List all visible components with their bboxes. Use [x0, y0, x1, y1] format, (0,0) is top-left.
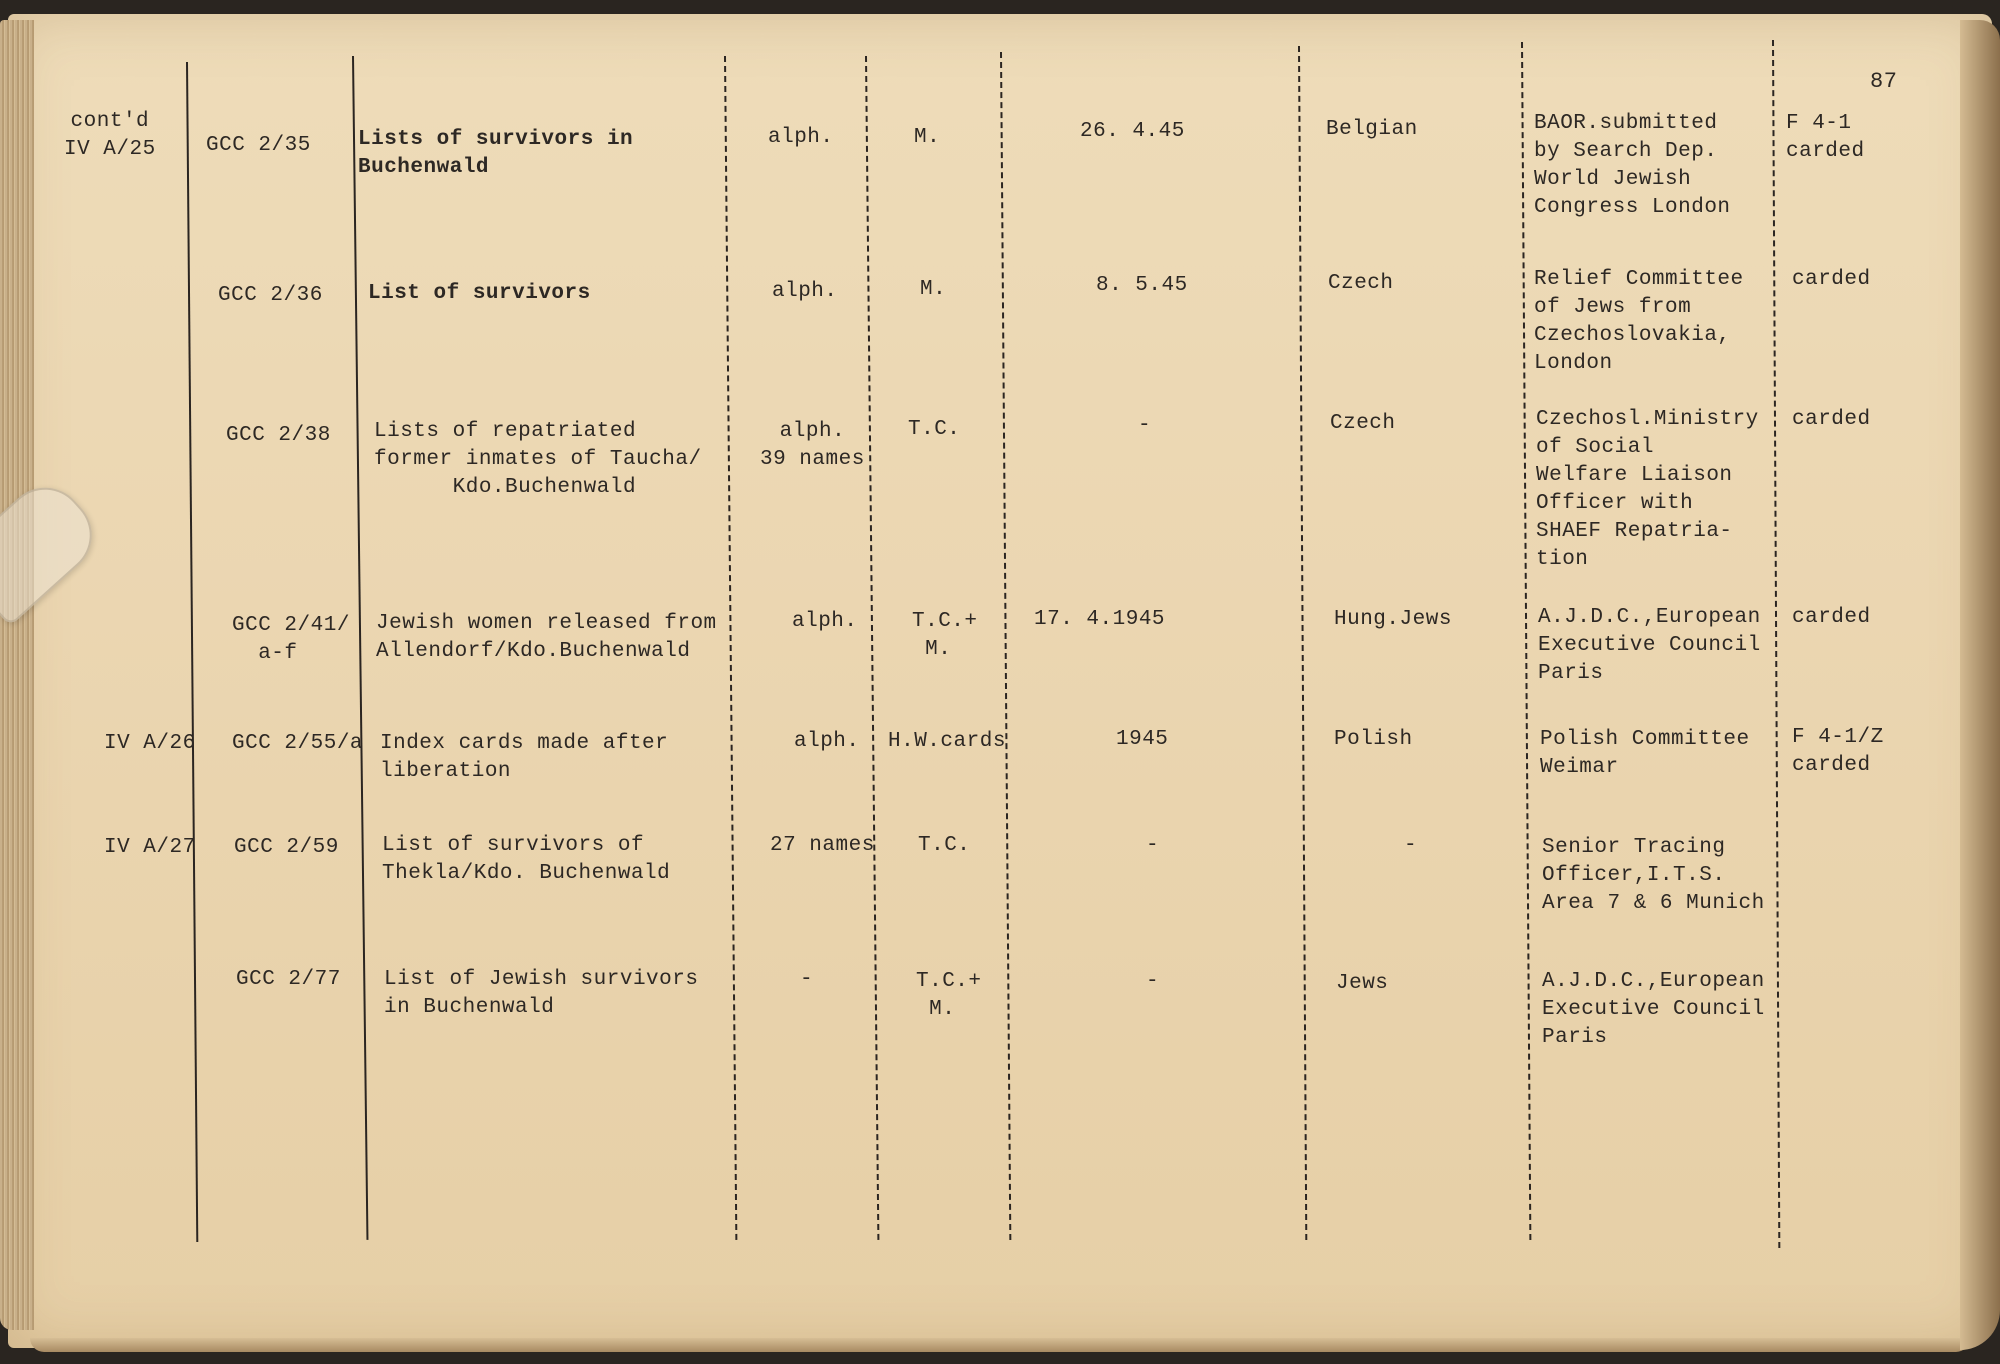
page-edges	[0, 20, 34, 1330]
row-5-code: GCC 2/55/a	[232, 732, 364, 755]
row-1-date: 26. 4.45	[1080, 120, 1185, 143]
row-3-description: Lists of repatriated former inmates of Taucha/ Kdo.Buchenwald	[374, 420, 702, 499]
row-2-description: List of survivors	[368, 282, 591, 305]
row-3-status: carded	[1792, 408, 1871, 431]
row-6-arrangement: 27 names	[770, 834, 875, 857]
row-1-source: BAOR.submitted by Search Dep. World Jewish Congress London	[1534, 112, 1731, 219]
row-6-ref: IV A/27	[104, 836, 196, 859]
row-7-description: List of Jewish survivors in Buchenwald	[384, 968, 699, 1019]
page-right-curl	[1960, 20, 2000, 1350]
row-5-status: F 4-1/Z carded	[1792, 726, 1884, 777]
page-bottom-edge	[30, 1338, 1970, 1352]
row-6-source: Senior Tracing Officer,I.T.S. Area 7 & 6 Munich	[1542, 836, 1765, 915]
row-2-status: carded	[1792, 268, 1871, 291]
row-7-format: T.C.+ M.	[916, 970, 982, 1021]
row-6-format: T.C.	[918, 834, 971, 857]
row-2-source: Relief Committee of Jews from Czechoslovakia, London	[1534, 268, 1744, 375]
row-4-description: Jewish women released from Allendorf/Kdo.Buchenwald	[376, 612, 717, 663]
row-3-nationality: Czech	[1330, 412, 1396, 435]
row-1-ref: cont'd IV A/25	[64, 110, 156, 161]
row-1-description: Lists of survivors in Buchenwald	[358, 128, 634, 179]
row-5-source: Polish Committee Weimar	[1540, 728, 1750, 779]
row-1-format: M.	[914, 126, 941, 149]
row-4-nationality: Hung.Jews	[1334, 608, 1452, 631]
row-7-arrangement: -	[800, 968, 814, 991]
row-5-arrangement: alph.	[794, 730, 860, 753]
row-2-arrangement: alph.	[772, 280, 838, 303]
row-6-code: GCC 2/59	[234, 836, 339, 859]
row-5-format: H.W.cards	[888, 730, 1006, 753]
row-5-description: Index cards made after liberation	[380, 732, 669, 783]
row-4-status: carded	[1792, 606, 1871, 629]
row-3-date: -	[1138, 414, 1152, 437]
row-1-code: GCC 2/35	[206, 134, 311, 157]
page-number: 87	[1870, 69, 1898, 94]
row-3-code: GCC 2/38	[226, 424, 331, 447]
row-2-code: GCC 2/36	[218, 284, 323, 307]
row-4-arrangement: alph.	[792, 610, 858, 633]
row-2-nationality: Czech	[1328, 272, 1394, 295]
row-2-format: M.	[920, 278, 947, 301]
row-3-arrangement: alph. 39 names	[760, 420, 865, 471]
row-7-date: -	[1146, 970, 1160, 993]
row-2-date: 8. 5.45	[1096, 274, 1188, 297]
row-3-source: Czechosl.Ministry of Social Welfare Liaison Officer with SHAEF Repatria- tion	[1536, 408, 1759, 571]
row-6-description: List of survivors of Thekla/Kdo. Buchenwald	[382, 834, 671, 885]
row-6-date: -	[1146, 834, 1160, 857]
row-1-arrangement: alph.	[768, 126, 834, 149]
row-4-format: T.C.+ M.	[912, 610, 978, 661]
row-5-date: 1945	[1116, 728, 1169, 751]
row-7-code: GCC 2/77	[236, 968, 341, 991]
row-7-nationality: Jews	[1336, 972, 1389, 995]
row-5-nationality: Polish	[1334, 728, 1413, 751]
row-4-date: 17. 4.1945	[1034, 608, 1166, 631]
row-4-code: GCC 2/41/ a-f	[232, 614, 350, 665]
row-1-status: F 4-1 carded	[1786, 112, 1865, 163]
row-4-source: A.J.D.C.,European Executive Council Paris	[1538, 606, 1761, 685]
row-5-ref: IV A/26	[104, 732, 196, 755]
row-7-source: A.J.D.C.,European Executive Council Paris	[1542, 970, 1765, 1049]
row-1-nationality: Belgian	[1326, 118, 1418, 141]
row-3-format: T.C.	[908, 418, 961, 441]
row-6-nationality: -	[1404, 834, 1418, 857]
